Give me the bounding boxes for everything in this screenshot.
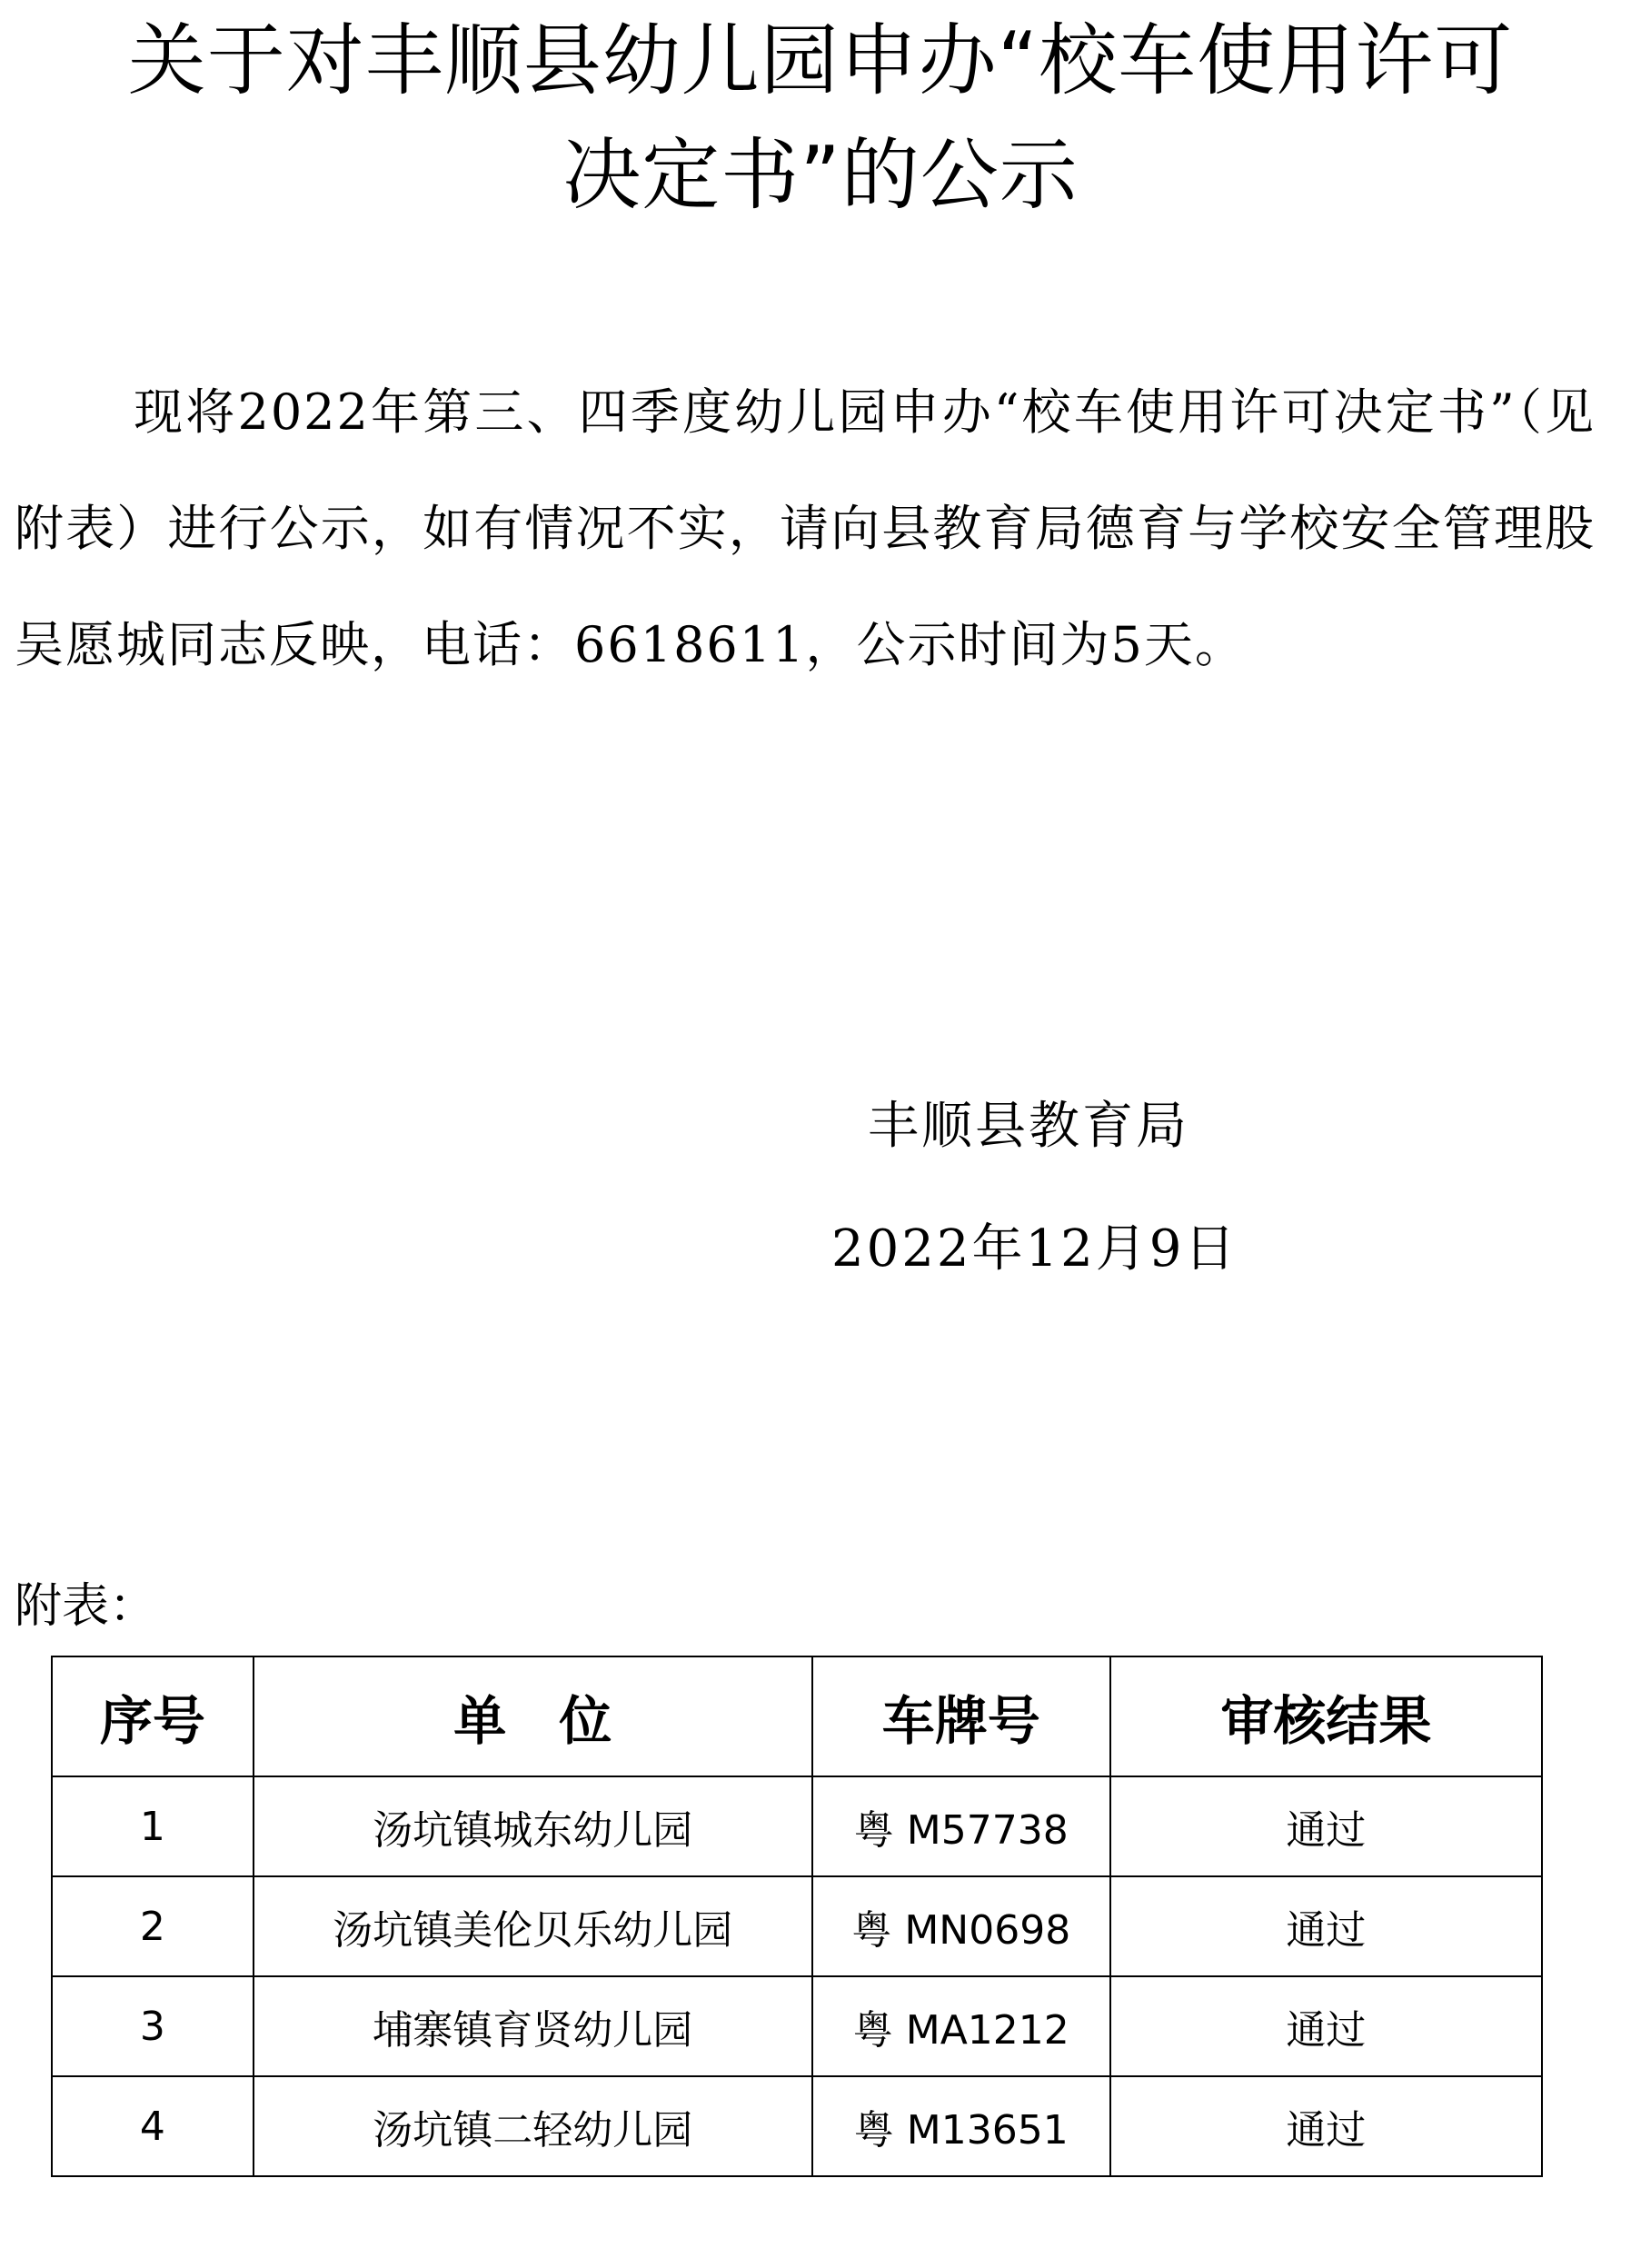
header-plate: 车牌号 <box>812 1656 1110 1776</box>
cell-unit: 汤坑镇二轻幼儿园 <box>254 2076 812 2176</box>
table-header-row <box>52 1656 1542 1776</box>
notice-title-line-2: 决定书”的公示 <box>562 130 1079 221</box>
table-row <box>52 1876 1542 1976</box>
cell-unit: 汤坑镇美伦贝乐幼儿园 <box>254 1876 812 1976</box>
cell-unit: 埔寨镇育贤幼儿园 <box>254 1976 812 2076</box>
notice-body-text: 现将2022年第三、四季度幼儿园申办“校车使用许可决定书”（见附表）进行公示，如有情况不实，请向县教育局德育与学校安全管理股吴愿城同志反映，电话：6618611，公示时间为5天。 <box>15 383 1596 673</box>
header-unit: 单 位 <box>254 1656 812 1776</box>
header-result: 审核结果 <box>1110 1656 1542 1776</box>
attachment-label: 附表： <box>15 1579 157 1634</box>
notice-body <box>15 354 1596 703</box>
table-row <box>52 1976 1542 2076</box>
issue-date: 2022年12月9日 <box>831 1219 1238 1278</box>
cell-index: 3 <box>52 1976 254 2076</box>
cell-result: 通过 <box>1110 2076 1542 2176</box>
issuer-name: 丰顺县教育局 <box>868 1097 1189 1156</box>
cell-plate: 粤 MN0698 <box>812 1876 1110 1976</box>
cell-index: 2 <box>52 1876 254 1976</box>
table-row <box>52 2076 1542 2176</box>
cell-index: 1 <box>52 1776 254 1876</box>
attachment-table <box>51 1656 1543 2177</box>
header-index: 序号 <box>52 1656 254 1776</box>
cell-plate: 粤 M13651 <box>812 2076 1110 2176</box>
cell-index: 4 <box>52 2076 254 2176</box>
cell-result: 通过 <box>1110 1876 1542 1976</box>
cell-plate: 粤 M57738 <box>812 1776 1110 1876</box>
table-row <box>52 1776 1542 1876</box>
notice-title-line-1: 关于对丰顺县幼儿园申办“校车使用许可 <box>127 15 1514 106</box>
cell-result: 通过 <box>1110 1976 1542 2076</box>
cell-result: 通过 <box>1110 1776 1542 1876</box>
cell-unit: 汤坑镇城东幼儿园 <box>254 1776 812 1876</box>
cell-plate: 粤 MA1212 <box>812 1976 1110 2076</box>
